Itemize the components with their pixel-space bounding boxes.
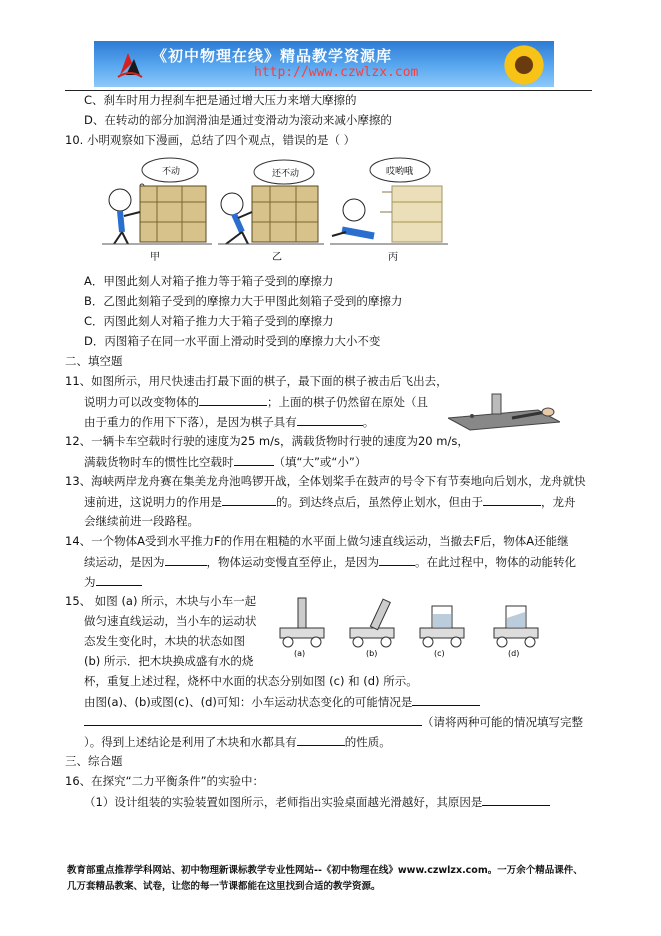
q10-option-d: D．丙图箱子在同一水平面上滑动时受到的摩擦力大小不变 [84, 334, 381, 348]
banner-title: 《初中物理在线》精品教学资源库 [152, 47, 393, 65]
question-13-line2: 速前进，这说明力的作用是 的。到达终点后，虽然停止划水，但由于 ，龙舟 [84, 495, 576, 509]
question-15-line3: 态发生变化时，木块的状态如图 [84, 634, 245, 648]
cart-label-d: (d) [508, 649, 520, 658]
q11-blank-1[interactable] [199, 394, 267, 406]
footer-line2: 几万套精品教案、试卷，让您的每一节课都能在这里找到合适的教学资源。 [67, 881, 381, 892]
sunflower-icon [502, 43, 546, 87]
q16-blank-1[interactable] [482, 794, 550, 806]
cart-label-a: (a) [294, 649, 306, 658]
question-10: 10. 小明观察如下漫画，总结了四个观点，错误的是（ ） [65, 133, 356, 147]
q14-blank-2[interactable] [379, 554, 415, 566]
header-banner [94, 41, 554, 87]
q13-blank-1[interactable] [222, 494, 276, 506]
question-15-line7: （请将两种可能的情况填写完整 [84, 714, 583, 730]
question-14-line1: 14、一个物体A受到水平推力F的作用在粗糙的水平面上做匀速直线运动，当撤去F后，物体A还能继 [65, 534, 569, 548]
site-logo-icon [116, 49, 144, 79]
q15-blank-2[interactable] [84, 714, 422, 726]
chess-pieces-figure [448, 388, 560, 432]
question-15-line1: 15、 如图 (a) 所示，木块与小车一起 [65, 594, 257, 608]
question-15-line6: 由图(a)、(b)或图(c)、(d)可知：小车运动状态变化的可能情况是 [84, 694, 480, 710]
q10-option-b: B．乙图此刻箱子受到的摩擦力大于甲图此刻箱子受到的摩擦力 [84, 294, 403, 308]
q13-blank-2[interactable] [483, 494, 541, 506]
question-12-line2: 满载货物时车的惯性比空载时 （填“大”或“小”） [84, 455, 367, 469]
question-15-line5: 杯，重复上述过程，烧杯中水面的状态分别如图 (c) 和 (d) 所示。 [84, 674, 418, 688]
question-15-line8: ）。得到上述结论是利用了木块和水都具有 的性质。 [84, 735, 391, 749]
q15-blank-1[interactable] [412, 694, 480, 706]
cart-label-c: (c) [434, 649, 445, 658]
section-fill-in: 二、填空题 [65, 354, 123, 368]
question-14-line3: 为 [84, 574, 142, 590]
option-c-prev: C、刹车时用力捏刹车把是通过增大压力来增大摩擦的 [84, 93, 357, 107]
option-d-prev: D、在转动的部分加润滑油是通过变滑动为滚动来减小摩擦的 [84, 113, 392, 127]
comic-label-3: 丙 [388, 252, 398, 263]
q10-option-c: C．丙图此刻人对箱子推力大于箱子受到的摩擦力 [84, 314, 334, 328]
comic-bubble-1: 不动 [162, 167, 181, 177]
comic-bubble-3: 哎哟哦 [386, 167, 414, 177]
question-12-line1: 12、一辆卡车空载时行驶的速度为25 m/s，满载货物时行驶的速度为20 m/s， [65, 434, 469, 448]
q11-blank-2[interactable] [297, 414, 363, 426]
q15-blank-3[interactable] [297, 734, 345, 746]
comic-label-2: 乙 [272, 252, 282, 263]
question-15-line4: (b) 所示．把木块换成盛有水的烧 [84, 654, 254, 668]
comic-bubble-2: 还不动 [272, 169, 300, 179]
question-11-line1: 11、如图所示，用尺快速击打最下面的棋子，最下面的棋子被击后飞出去， [65, 374, 448, 388]
question-11-line2: 说明力可以改变物体的 ；上面的棋子仍然留在原处（且 [84, 395, 428, 409]
question-14-line2: 续运动，是因为 ，物体运动变慢直至停止，是因为 。在此过程中，物体的动能转化 [84, 555, 576, 569]
section-comprehensive: 三、综合题 [65, 754, 123, 768]
question-15-line2: 做匀速直线运动，当小车的运动状 [84, 614, 257, 628]
banner-url[interactable]: http://www.czwlzx.com [254, 65, 419, 80]
question-13-line1: 13、海峡两岸龙舟赛在集美龙舟池鸣锣开战，全体划桨手在鼓声的号令下有节奏地向后划水，龙舟就快 [65, 474, 586, 488]
question-16-line1: 16、在探究“二力平衡条件”的实验中： [65, 774, 265, 788]
q14-blank-1[interactable] [165, 554, 207, 566]
cart-label-b: (b) [366, 649, 378, 658]
q10-option-a: A．甲图此刻人对箱子推力等于箱子受到的摩擦力 [84, 274, 334, 288]
footer-line1: 教育部重点推荐学科网站、初中物理新课标教学专业性网站--《初中物理在线》www.czwlzx.com。一万余个精品课件、 [67, 865, 583, 876]
comic-illustration [102, 152, 462, 264]
comic-label-1: 甲 [150, 252, 160, 263]
question-13-line3: 会继续前进一段路程。 [84, 514, 199, 528]
header-divider [65, 90, 592, 91]
question-11-line3: 由于重力的作用下下落），是因为棋子具有 。 [84, 415, 375, 429]
cart-figures [272, 590, 552, 658]
q14-blank-3[interactable] [96, 574, 142, 586]
question-16-line2: （1）设计组装的实验装置如图所示，老师指出实验桌面越光滑越好，其原因是 [84, 794, 550, 810]
q12-blank[interactable] [234, 454, 274, 466]
